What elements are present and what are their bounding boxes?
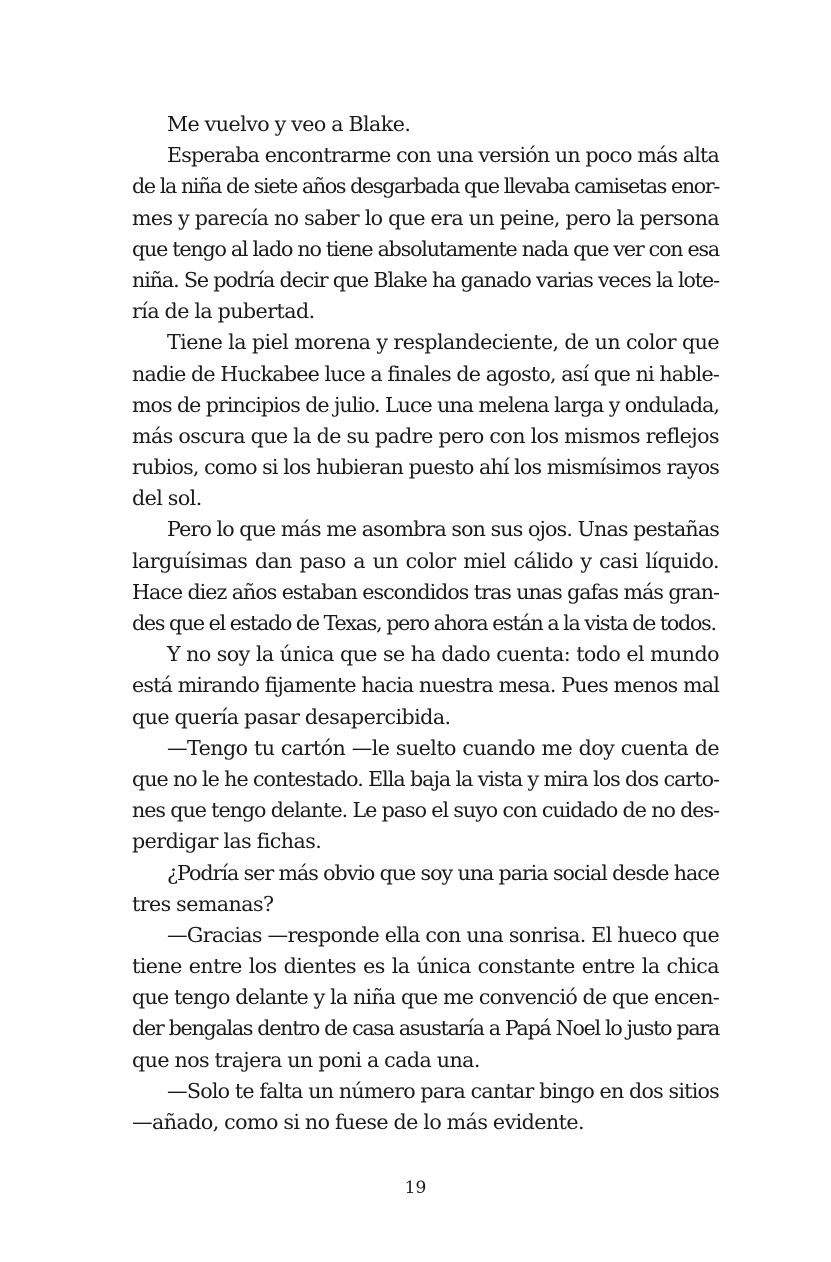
text-line: —Solo te falta un número para cantar bingo en dos sitios xyxy=(167,1078,719,1103)
text-line: nadie de Huckabee luce a finales de agosto, así que ni hable- xyxy=(132,361,719,386)
text-line: que no le he contestado. Ella baja la vista y mira los dos carto- xyxy=(132,766,719,791)
text-line: ¿Podría ser más obvio que soy una paria social desde hace xyxy=(167,860,719,885)
text-line: Pero lo que más me asombra son sus ojos. Unas pestañas xyxy=(167,517,719,542)
text-line: Esperaba encontrarme con una versión un poco más alta xyxy=(167,143,719,168)
text-line: que nos trajera un poni a cada una. xyxy=(132,1047,480,1072)
text-line: que tengo delante y la niña que me convenció de que encen- xyxy=(132,985,719,1010)
text-line: tiene entre los dientes es la única constante entre la chica xyxy=(132,954,719,979)
text-line: Y no soy la única que se ha dado cuenta: todo el mundo xyxy=(167,642,719,667)
text-line: está mirando fijamente hacia nuestra mesa. Pues menos mal xyxy=(132,673,719,698)
text-line: larguísimas dan paso a un color miel cálido y casi líquido. xyxy=(132,548,719,573)
text-line: Tiene la piel morena y resplandeciente, de un color que xyxy=(167,330,719,355)
text-line: ría de la pubertad. xyxy=(132,299,315,324)
text-line: niña. Se podría decir que Blake ha ganado varias veces la lote- xyxy=(132,267,719,292)
text-line: des que el estado de Texas, pero ahora están a la vista de todos. xyxy=(132,611,716,635)
text-line: mes y parecía no saber lo que era un peine, pero la persona xyxy=(132,205,719,230)
text-line: tres semanas? xyxy=(132,891,274,916)
text-line: que tengo al lado no tiene absolutamente nada que ver con esa xyxy=(132,236,719,261)
text-line: —Tengo tu cartón —le suelto cuando me doy cuenta de xyxy=(167,735,719,760)
text-line: nes que tengo delante. Le paso el suyo con cuidado de no des- xyxy=(132,798,719,823)
text-line: Me vuelvo y veo a Blake. xyxy=(167,112,411,136)
text-line: del sol. xyxy=(132,486,202,511)
text-line: —añado, como si no fuese de lo más evidente. xyxy=(132,1110,584,1134)
text-line: —Gracias —responde ella con una sonrisa. El hueco que xyxy=(167,922,719,947)
text-line: rubios, como si los hubieran puesto ahí los mismísimos rayos xyxy=(132,455,719,480)
text-line: Hace diez años estaban escondidos tras unas gafas más gran- xyxy=(132,579,719,604)
text-line: más oscura que la de su padre pero con los mismos reflejos xyxy=(132,423,719,448)
text-line: que quería pasar desapercibida. xyxy=(132,704,451,729)
text-line: mos de principios de julio. Luce una melena larga y ondulada, xyxy=(132,392,719,417)
text-line: perdigar las fichas. xyxy=(132,829,322,854)
page-number: 19 xyxy=(404,1178,427,1198)
text-line: de la niña de siete años desgarbada que llevaba camisetas enor- xyxy=(132,174,719,199)
body-text xyxy=(132,109,719,1138)
text-line: der bengalas dentro de casa asustaría a Papá Noel lo justo para xyxy=(132,1016,719,1041)
